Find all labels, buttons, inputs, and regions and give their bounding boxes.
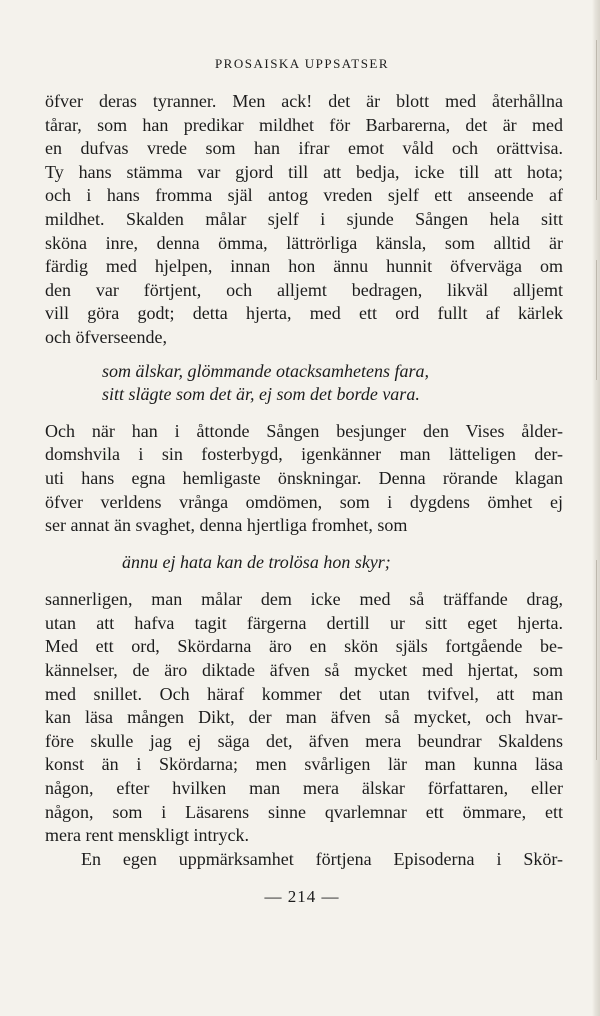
- text-line: Med ett ord, Skördarna äro en skön själs fortgående be-: [45, 636, 563, 657]
- text-line: och öfverseende,: [45, 326, 167, 347]
- paragraph-2: [45, 420, 563, 538]
- text-line: den var förtjent, och alljemt bedragen, likväl alljemt: [45, 279, 563, 300]
- paragraph-4: [45, 848, 563, 872]
- text-line: en dufvas vrede som han ifrar emot våld och orättvisa.: [45, 138, 563, 159]
- text-line: utan att hafva tagit färgerna dertill ur sitt eget hjerta.: [45, 612, 563, 633]
- verse-line: sitt slägte som det är, ej som det borde vara.: [102, 384, 420, 405]
- text-line: kan läsa mången Dikt, der man äfven så mycket, och hvar-: [45, 707, 563, 728]
- paragraph-3: [45, 588, 563, 848]
- text-line: ser annat än svaghet, denna hjertliga fromhet, som: [45, 515, 408, 536]
- running-header: PROSAISKA UPPSATSER: [214, 56, 390, 71]
- verse-line: ännu ej hata kan de trolösa hon skyr;: [122, 551, 391, 572]
- body-text: [45, 90, 563, 871]
- paragraph-1: [45, 90, 563, 350]
- text-line: färdig med hjelpen, innan hon ännu hunnit öfverväga om: [45, 256, 563, 277]
- text-line: med snillet. Och häraf kommer det utan tvifvel, att man: [45, 683, 563, 704]
- text-line: domshvila i sin fosterbygd, igenkänner man lätteligen der-: [45, 444, 563, 465]
- text-line: Ty hans stämma var gjord till att bedja, icke till att hota;: [45, 161, 563, 182]
- text-line: konst än i Skördarna; men svårligen lär man kunna läsa: [45, 754, 563, 775]
- text-line: sannerligen, man målar dem icke med så träffande drag,: [45, 589, 563, 610]
- text-line: mera rent menskligt intryck.: [45, 825, 249, 846]
- text-line: mildhet. Skalden målar sjelf i sjunde Sången hela sitt: [45, 208, 563, 229]
- text-line: sköna inre, denna ömma, lättrörliga känsla, som alltid är: [45, 232, 563, 253]
- text-line: öfver deras tyranner. Men ack! det är blott med återhållna: [45, 91, 563, 111]
- text-line: öfver verldens vrånga omdömen, som i dygdens ömhet ej: [45, 491, 563, 512]
- text-line: någon, efter hvilken man mera älskar författaren, eller: [45, 778, 563, 799]
- page-edge-line: [596, 560, 597, 760]
- page-edge-line: [596, 260, 597, 380]
- verse-quote-2: [45, 551, 563, 575]
- text-line: någon, som i Läsarens sinne qvarlemnar ett ömmare, ett: [45, 801, 563, 822]
- text-line: Och när han i åttonde Sången besjunger den Vises ålder-: [45, 420, 563, 441]
- text-line: uti hans egna hemligaste önskningar. Denna rörande klagan: [45, 467, 563, 488]
- text-line: tårar, som han predikar mildhet för Barbarerna, det är med: [45, 114, 563, 135]
- text-line: kännelser, de äro diktade äfven så mycket med hjertat, som: [45, 660, 563, 681]
- text-line: och i hans fromma själ antog vreden sjelf ett anseende af: [45, 185, 563, 206]
- page-number: — 214 —: [264, 887, 340, 906]
- text-line: före skulle jag ej säga det, äfven mera beundrar Skaldens: [45, 730, 563, 751]
- verse-quote-1: [45, 360, 563, 407]
- text-line: En egen uppmärksamhet förtjena Episoderna i Skör-: [81, 848, 563, 869]
- verse-line: som älskar, glömmande otacksamhetens fara,: [102, 360, 429, 381]
- text-line: vill göra godt; detta hjerta, med ett ord fullt af kärlek: [45, 303, 563, 324]
